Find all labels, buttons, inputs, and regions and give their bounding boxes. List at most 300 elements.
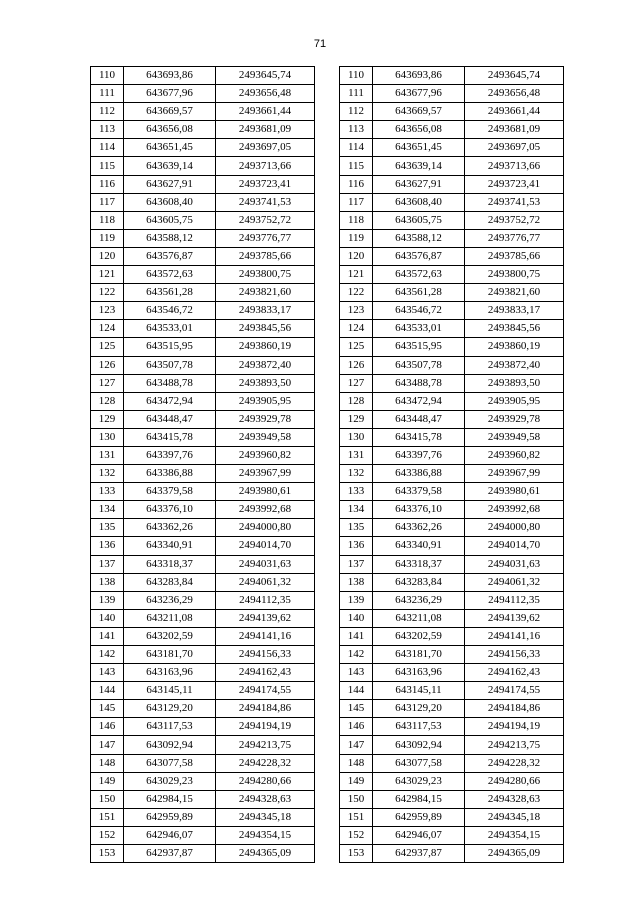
table-row [91,826,315,844]
table-row [91,356,315,374]
point-number-cell: 134 [91,501,124,519]
table-row [340,157,564,175]
point-number-cell: 139 [340,591,373,609]
x-coordinate-cell: 643181,70 [124,646,216,664]
point-number-cell: 127 [340,374,373,392]
y-coordinate-cell: 2494061,32 [216,573,315,591]
y-coordinate-cell: 2494194,19 [465,718,564,736]
point-number-cell: 140 [340,609,373,627]
y-coordinate-cell: 2494156,33 [216,646,315,664]
table-row [340,627,564,645]
table-row [91,573,315,591]
x-coordinate-cell: 643029,23 [373,772,465,790]
y-coordinate-cell: 2493821,60 [465,284,564,302]
point-number-cell: 112 [340,103,373,121]
table-row [91,85,315,103]
table-row [340,537,564,555]
y-coordinate-cell: 2493713,66 [216,157,315,175]
table-row [340,211,564,229]
x-coordinate-cell: 643077,58 [124,754,216,772]
x-coordinate-cell: 643608,40 [124,193,216,211]
table-row [91,157,315,175]
y-coordinate-cell: 2494228,32 [216,754,315,772]
table-row [91,139,315,157]
y-coordinate-cell: 2493741,53 [216,193,315,211]
table-row [340,446,564,464]
x-coordinate-cell: 643283,84 [373,573,465,591]
y-coordinate-cell: 2493713,66 [465,157,564,175]
y-coordinate-cell: 2493800,75 [216,266,315,284]
table-row [91,320,315,338]
table-row [91,338,315,356]
point-number-cell: 134 [340,501,373,519]
table-row [340,410,564,428]
table-row [340,573,564,591]
x-coordinate-cell: 643472,94 [373,392,465,410]
table-row [340,428,564,446]
point-number-cell: 133 [340,483,373,501]
table-row [91,555,315,573]
x-coordinate-cell: 643669,57 [373,103,465,121]
point-number-cell: 122 [91,284,124,302]
x-coordinate-cell: 643379,58 [124,483,216,501]
point-number-cell: 140 [91,609,124,627]
y-coordinate-cell: 2493800,75 [465,266,564,284]
x-coordinate-cell: 643211,08 [124,609,216,627]
y-coordinate-cell: 2493905,95 [465,392,564,410]
y-coordinate-cell: 2493893,50 [465,374,564,392]
x-coordinate-cell: 643340,91 [373,537,465,555]
table-row [340,338,564,356]
y-coordinate-cell: 2494328,63 [465,790,564,808]
point-number-cell: 128 [91,392,124,410]
y-coordinate-cell: 2493697,05 [216,139,315,157]
point-number-cell: 115 [91,157,124,175]
y-coordinate-cell: 2493872,40 [216,356,315,374]
point-number-cell: 135 [340,519,373,537]
point-number-cell: 126 [340,356,373,374]
table-row [91,790,315,808]
x-coordinate-cell: 643029,23 [124,772,216,790]
coordinate-table-left-body [91,67,315,863]
y-coordinate-cell: 2494014,70 [216,537,315,555]
point-number-cell: 124 [340,320,373,338]
table-row [340,247,564,265]
table-row [91,175,315,193]
table-row [340,591,564,609]
x-coordinate-cell: 642937,87 [124,845,216,863]
x-coordinate-cell: 643386,88 [124,465,216,483]
point-number-cell: 116 [91,175,124,193]
point-number-cell: 112 [91,103,124,121]
y-coordinate-cell: 2493960,82 [465,446,564,464]
y-coordinate-cell: 2494112,35 [216,591,315,609]
x-coordinate-cell: 643561,28 [124,284,216,302]
x-coordinate-cell: 642959,89 [373,808,465,826]
y-coordinate-cell: 2493681,09 [465,121,564,139]
table-row [340,139,564,157]
x-coordinate-cell: 643117,53 [124,718,216,736]
x-coordinate-cell: 642946,07 [373,826,465,844]
table-row [91,718,315,736]
y-coordinate-cell: 2493821,60 [216,284,315,302]
table-row [91,266,315,284]
point-number-cell: 151 [340,808,373,826]
y-coordinate-cell: 2493645,74 [216,67,315,85]
x-coordinate-cell: 643507,78 [124,356,216,374]
point-number-cell: 152 [91,826,124,844]
table-row [340,609,564,627]
point-number-cell: 113 [91,121,124,139]
x-coordinate-cell: 643472,94 [124,392,216,410]
x-coordinate-cell: 643283,84 [124,573,216,591]
y-coordinate-cell: 2493752,72 [465,211,564,229]
point-number-cell: 153 [340,845,373,863]
y-coordinate-cell: 2493949,58 [465,428,564,446]
table-row [91,627,315,645]
table-row [91,428,315,446]
table-row [91,67,315,85]
point-number-cell: 127 [91,374,124,392]
x-coordinate-cell: 642959,89 [124,808,216,826]
x-coordinate-cell: 643656,08 [373,121,465,139]
x-coordinate-cell: 643211,08 [373,609,465,627]
point-number-cell: 144 [340,682,373,700]
table-row [340,374,564,392]
point-number-cell: 138 [91,573,124,591]
x-coordinate-cell: 643077,58 [373,754,465,772]
table-row [340,754,564,772]
point-number-cell: 118 [91,211,124,229]
y-coordinate-cell: 2493967,99 [216,465,315,483]
table-row [91,591,315,609]
x-coordinate-cell: 643117,53 [373,718,465,736]
y-coordinate-cell: 2494228,32 [465,754,564,772]
point-number-cell: 120 [340,247,373,265]
y-coordinate-cell: 2494141,16 [465,627,564,645]
point-number-cell: 142 [340,646,373,664]
x-coordinate-cell: 643386,88 [373,465,465,483]
table-row [340,121,564,139]
point-number-cell: 142 [91,646,124,664]
point-number-cell: 133 [91,483,124,501]
y-coordinate-cell: 2493656,48 [216,85,315,103]
point-number-cell: 146 [91,718,124,736]
point-number-cell: 111 [91,85,124,103]
y-coordinate-cell: 2493833,17 [465,302,564,320]
table-row [91,754,315,772]
y-coordinate-cell: 2494365,09 [216,845,315,863]
point-number-cell: 137 [340,555,373,573]
y-coordinate-cell: 2493752,72 [216,211,315,229]
y-coordinate-cell: 2493949,58 [216,428,315,446]
table-row [340,718,564,736]
table-row [340,826,564,844]
x-coordinate-cell: 643379,58 [373,483,465,501]
y-coordinate-cell: 2494112,35 [465,591,564,609]
x-coordinate-cell: 643572,63 [124,266,216,284]
table-row [91,193,315,211]
x-coordinate-cell: 643627,91 [124,175,216,193]
y-coordinate-cell: 2494139,62 [216,609,315,627]
y-coordinate-cell: 2493697,05 [465,139,564,157]
coordinate-table-left [90,66,315,863]
y-coordinate-cell: 2494213,75 [216,736,315,754]
table-row [340,266,564,284]
table-row [91,609,315,627]
y-coordinate-cell: 2494194,19 [216,718,315,736]
point-number-cell: 124 [91,320,124,338]
y-coordinate-cell: 2493893,50 [216,374,315,392]
table-row [340,555,564,573]
table-row [91,537,315,555]
point-number-cell: 119 [340,229,373,247]
x-coordinate-cell: 643488,78 [124,374,216,392]
y-coordinate-cell: 2494345,18 [216,808,315,826]
x-coordinate-cell: 643605,75 [373,211,465,229]
table-row [91,392,315,410]
table-row [91,483,315,501]
x-coordinate-cell: 643588,12 [124,229,216,247]
y-coordinate-cell: 2493980,61 [465,483,564,501]
x-coordinate-cell: 643318,37 [373,555,465,573]
point-number-cell: 147 [91,736,124,754]
y-coordinate-cell: 2493661,44 [465,103,564,121]
point-number-cell: 143 [340,664,373,682]
table-row [91,103,315,121]
y-coordinate-cell: 2494031,63 [465,555,564,573]
y-coordinate-cell: 2493960,82 [216,446,315,464]
table-row [91,410,315,428]
y-coordinate-cell: 2493929,78 [465,410,564,428]
x-coordinate-cell: 643362,26 [124,519,216,537]
point-number-cell: 150 [340,790,373,808]
table-row [91,646,315,664]
point-number-cell: 132 [340,465,373,483]
point-number-cell: 122 [340,284,373,302]
point-number-cell: 111 [340,85,373,103]
y-coordinate-cell: 2493980,61 [216,483,315,501]
table-row [340,465,564,483]
table-row [340,664,564,682]
table-row [340,772,564,790]
x-coordinate-cell: 643576,87 [373,247,465,265]
point-number-cell: 119 [91,229,124,247]
point-number-cell: 117 [340,193,373,211]
y-coordinate-cell: 2493723,41 [216,175,315,193]
table-row [340,646,564,664]
point-number-cell: 130 [340,428,373,446]
table-row [340,808,564,826]
x-coordinate-cell: 643129,20 [373,700,465,718]
x-coordinate-cell: 643340,91 [124,537,216,555]
table-row [91,211,315,229]
x-coordinate-cell: 643376,10 [124,501,216,519]
x-coordinate-cell: 643639,14 [373,157,465,175]
x-coordinate-cell: 642984,15 [124,790,216,808]
point-number-cell: 153 [91,845,124,863]
x-coordinate-cell: 643145,11 [373,682,465,700]
y-coordinate-cell: 2493681,09 [216,121,315,139]
point-number-cell: 126 [91,356,124,374]
table-row [340,700,564,718]
point-number-cell: 147 [340,736,373,754]
point-number-cell: 149 [340,772,373,790]
x-coordinate-cell: 643693,86 [124,67,216,85]
table-row [91,772,315,790]
x-coordinate-cell: 643507,78 [373,356,465,374]
x-coordinate-cell: 643318,37 [124,555,216,573]
y-coordinate-cell: 2493785,66 [216,247,315,265]
table-row [91,808,315,826]
point-number-cell: 152 [340,826,373,844]
x-coordinate-cell: 643236,29 [124,591,216,609]
point-number-cell: 121 [340,266,373,284]
y-coordinate-cell: 2494365,09 [465,845,564,863]
point-number-cell: 116 [340,175,373,193]
x-coordinate-cell: 643181,70 [373,646,465,664]
x-coordinate-cell: 643515,95 [373,338,465,356]
point-number-cell: 114 [340,139,373,157]
y-coordinate-cell: 2493776,77 [216,229,315,247]
x-coordinate-cell: 643163,96 [124,664,216,682]
y-coordinate-cell: 2493776,77 [465,229,564,247]
table-row [91,284,315,302]
x-coordinate-cell: 643129,20 [124,700,216,718]
y-coordinate-cell: 2494031,63 [216,555,315,573]
y-coordinate-cell: 2494328,63 [216,790,315,808]
table-row [340,501,564,519]
table-row [340,302,564,320]
table-row [91,446,315,464]
point-number-cell: 149 [91,772,124,790]
x-coordinate-cell: 643546,72 [124,302,216,320]
table-row [91,374,315,392]
y-coordinate-cell: 2493905,95 [216,392,315,410]
table-row [340,519,564,537]
x-coordinate-cell: 643515,95 [124,338,216,356]
table-row [91,519,315,537]
y-coordinate-cell: 2493860,19 [465,338,564,356]
point-number-cell: 131 [91,446,124,464]
y-coordinate-cell: 2493929,78 [216,410,315,428]
table-row [340,682,564,700]
y-coordinate-cell: 2494184,86 [216,700,315,718]
point-number-cell: 148 [340,754,373,772]
point-number-cell: 146 [340,718,373,736]
y-coordinate-cell: 2494141,16 [216,627,315,645]
x-coordinate-cell: 643546,72 [373,302,465,320]
x-coordinate-cell: 643572,63 [373,266,465,284]
point-number-cell: 141 [91,627,124,645]
y-coordinate-cell: 2494345,18 [465,808,564,826]
table-row [340,175,564,193]
point-number-cell: 131 [340,446,373,464]
y-coordinate-cell: 2494354,15 [465,826,564,844]
x-coordinate-cell: 643677,96 [373,85,465,103]
y-coordinate-cell: 2494354,15 [216,826,315,844]
table-row [340,356,564,374]
table-row [340,392,564,410]
x-coordinate-cell: 643669,57 [124,103,216,121]
y-coordinate-cell: 2493661,44 [216,103,315,121]
table-row [91,664,315,682]
table-row [340,736,564,754]
point-number-cell: 135 [91,519,124,537]
x-coordinate-cell: 643202,59 [124,627,216,645]
x-coordinate-cell: 643448,47 [373,410,465,428]
x-coordinate-cell: 643677,96 [124,85,216,103]
y-coordinate-cell: 2493723,41 [465,175,564,193]
y-coordinate-cell: 2494014,70 [465,537,564,555]
table-row [340,85,564,103]
point-number-cell: 129 [340,410,373,428]
y-coordinate-cell: 2493656,48 [465,85,564,103]
point-number-cell: 136 [340,537,373,555]
point-number-cell: 136 [91,537,124,555]
y-coordinate-cell: 2493845,56 [216,320,315,338]
x-coordinate-cell: 643533,01 [373,320,465,338]
point-number-cell: 145 [340,700,373,718]
table-row [91,247,315,265]
table-row [91,465,315,483]
y-coordinate-cell: 2493785,66 [465,247,564,265]
y-coordinate-cell: 2494162,43 [216,664,315,682]
point-number-cell: 132 [91,465,124,483]
y-coordinate-cell: 2494000,80 [465,519,564,537]
y-coordinate-cell: 2494162,43 [465,664,564,682]
x-coordinate-cell: 643092,94 [124,736,216,754]
point-number-cell: 150 [91,790,124,808]
y-coordinate-cell: 2493992,68 [465,501,564,519]
point-number-cell: 128 [340,392,373,410]
x-coordinate-cell: 643627,91 [373,175,465,193]
x-coordinate-cell: 643397,76 [124,446,216,464]
x-coordinate-cell: 643397,76 [373,446,465,464]
table-row [340,193,564,211]
y-coordinate-cell: 2494184,86 [465,700,564,718]
x-coordinate-cell: 643639,14 [124,157,216,175]
point-number-cell: 113 [340,121,373,139]
point-number-cell: 138 [340,573,373,591]
point-number-cell: 143 [91,664,124,682]
y-coordinate-cell: 2493741,53 [465,193,564,211]
y-coordinate-cell: 2494139,62 [465,609,564,627]
point-number-cell: 110 [340,67,373,85]
point-number-cell: 110 [91,67,124,85]
x-coordinate-cell: 643092,94 [373,736,465,754]
table-row [340,790,564,808]
page-number: 71 [313,38,327,50]
table-row [91,229,315,247]
y-coordinate-cell: 2494156,33 [465,646,564,664]
point-number-cell: 137 [91,555,124,573]
x-coordinate-cell: 643202,59 [373,627,465,645]
x-coordinate-cell: 643605,75 [124,211,216,229]
y-coordinate-cell: 2493645,74 [465,67,564,85]
x-coordinate-cell: 643145,11 [124,682,216,700]
x-coordinate-cell: 643651,45 [124,139,216,157]
point-number-cell: 139 [91,591,124,609]
y-coordinate-cell: 2494280,66 [216,772,315,790]
y-coordinate-cell: 2494061,32 [465,573,564,591]
point-number-cell: 148 [91,754,124,772]
y-coordinate-cell: 2494174,55 [465,682,564,700]
x-coordinate-cell: 643163,96 [373,664,465,682]
y-coordinate-cell: 2493872,40 [465,356,564,374]
x-coordinate-cell: 642946,07 [124,826,216,844]
point-number-cell: 144 [91,682,124,700]
